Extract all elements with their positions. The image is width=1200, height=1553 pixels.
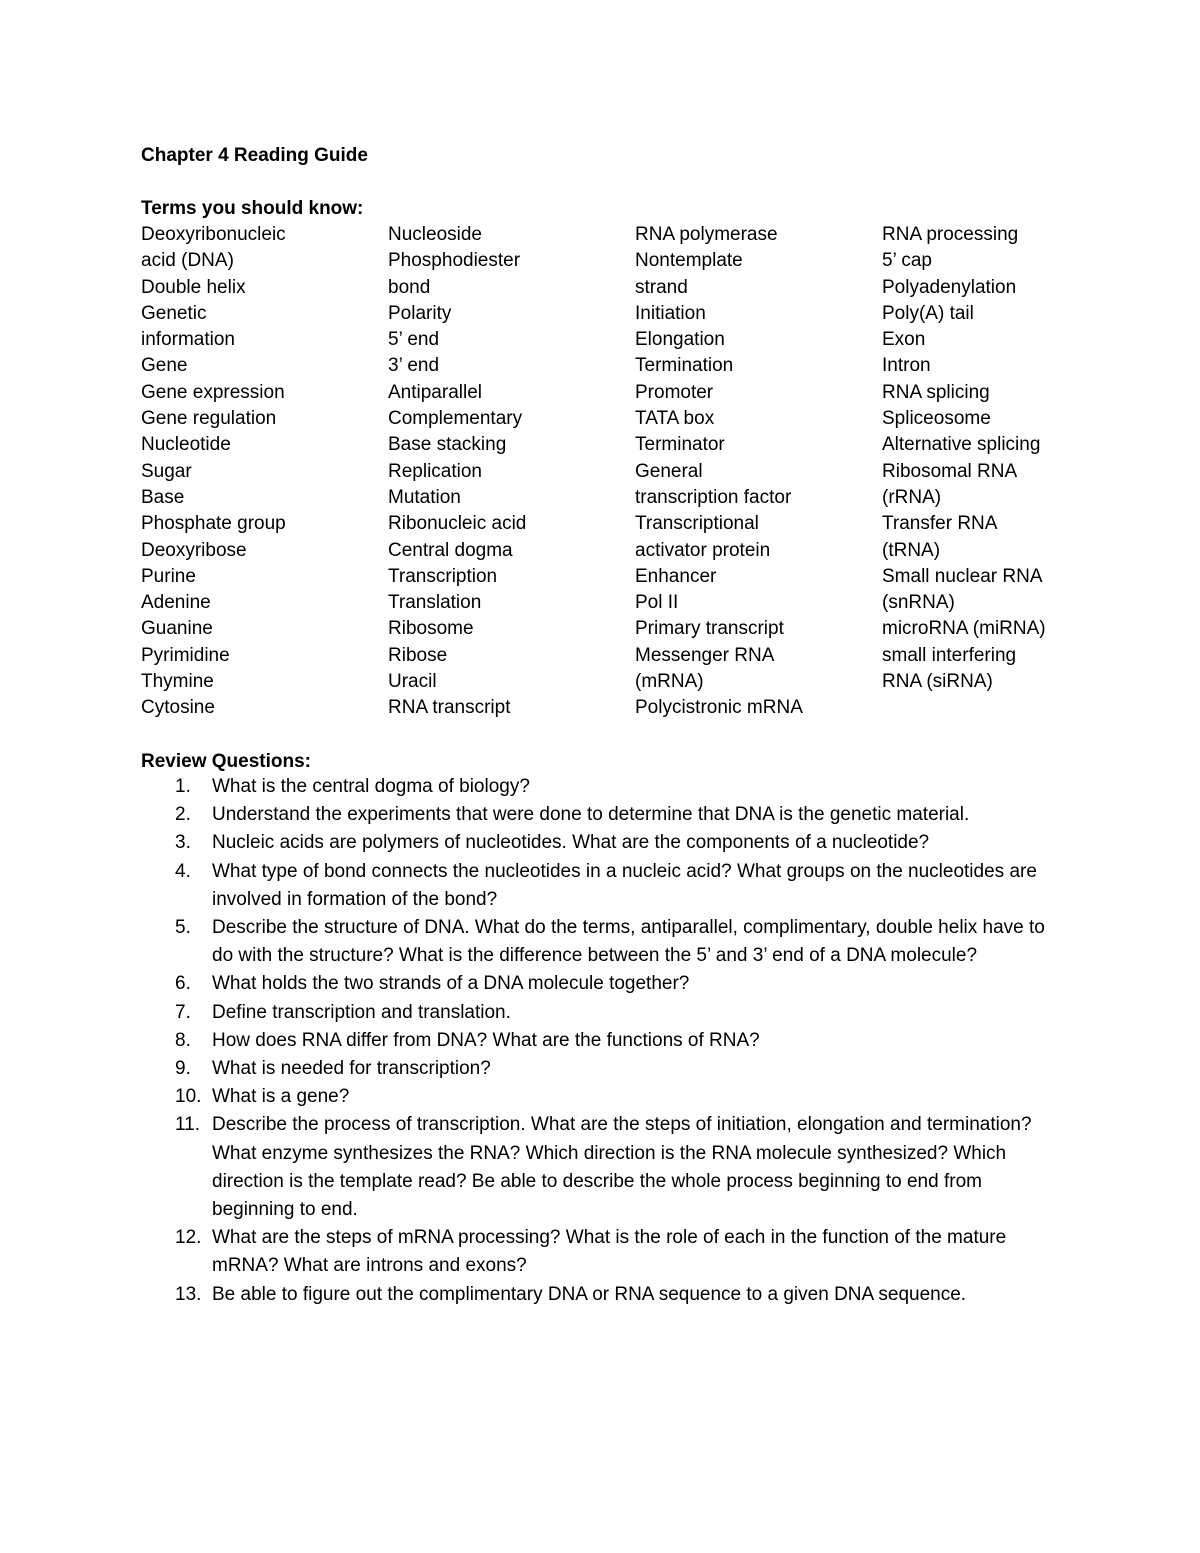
term-line: Double helix <box>141 276 246 298</box>
question-item <box>141 1111 1061 1224</box>
question-number: 8. <box>175 1029 191 1051</box>
term-line: Phosphodiester <box>388 250 521 272</box>
term-line: Terminator <box>635 434 725 456</box>
term-line: Antiparallel <box>388 381 482 403</box>
term-line: TATA box <box>635 408 715 430</box>
term-line: General <box>635 460 703 482</box>
term-line: Ribosome <box>388 618 474 640</box>
term-line: (tRNA) <box>882 539 941 561</box>
question-item <box>141 1027 1061 1055</box>
term-line: RNA polymerase <box>635 224 778 245</box>
term-line: Deoxyribose <box>141 539 247 561</box>
question-number: 11. <box>175 1114 201 1136</box>
term-line: (rRNA) <box>882 486 942 508</box>
term-line: strand <box>635 276 688 298</box>
term-line: Polycistronic mRNA <box>635 697 803 719</box>
term-line: Polyadenylation <box>882 276 1017 298</box>
question-text: Describe the structure of DNA. What do the terms, antiparallel, complimentary, double helix have to do with the structure? What is the difference between the 5’ and 3’ end of a DNA molecule? <box>212 917 1045 967</box>
term-line: (snRNA) <box>882 592 955 614</box>
question-item <box>141 999 1061 1027</box>
term-line: Spliceosome <box>882 408 991 430</box>
term-line: Mutation <box>388 486 461 508</box>
term-line: Transcription <box>388 565 498 587</box>
term-line: Nontemplate <box>635 250 743 272</box>
term-line: Small nuclear RNA <box>882 565 1043 587</box>
term-line: Pol II <box>635 592 679 614</box>
term-line: Promoter <box>635 381 714 403</box>
question-item <box>141 970 1061 998</box>
term-line: Poly(A) tail <box>882 302 974 324</box>
term-line: Central dogma <box>388 539 513 561</box>
question-item <box>141 914 1061 970</box>
term-line: 3’ end <box>388 355 440 377</box>
term-line: Nucleoside <box>388 224 482 245</box>
term-line: Polarity <box>388 302 452 324</box>
question-text: Define transcription and translation. <box>212 1001 511 1023</box>
term-line: Phosphate group <box>141 513 286 535</box>
term-line: 5’ end <box>388 329 440 351</box>
question-item <box>141 773 1061 801</box>
page-title: Chapter 4 Reading Guide <box>141 145 368 166</box>
term-line: bond <box>388 276 431 298</box>
term-line: Gene <box>141 355 188 377</box>
term-line: Thymine <box>141 671 214 693</box>
term-line: Pyrimidine <box>141 644 230 666</box>
term-line: acid (DNA) <box>141 250 234 272</box>
term-line: activator protein <box>635 539 771 561</box>
question-item <box>141 801 1061 829</box>
question-number: 6. <box>175 973 191 995</box>
term-line: Initiation <box>635 302 706 324</box>
review-questions-list <box>141 773 1061 1309</box>
term-line: microRNA (miRNA) <box>882 618 1046 640</box>
question-text: Nucleic acids are polymers of nucleotides. What are the components of a nucleotide? <box>212 832 930 854</box>
term-line: Cytosine <box>141 697 215 719</box>
question-number: 5. <box>175 917 191 939</box>
question-text: Understand the experiments that were done to determine that DNA is the genetic material. <box>212 804 970 826</box>
term-line: Base stacking <box>388 434 507 456</box>
term-line: transcription factor <box>635 486 792 508</box>
question-text: What is needed for transcription? <box>212 1058 491 1080</box>
question-number: 12. <box>175 1227 202 1249</box>
term-line: Adenine <box>141 592 211 614</box>
term-line: Nucleotide <box>141 434 231 456</box>
term-line: Translation <box>388 592 482 614</box>
term-line: Ribose <box>388 644 448 666</box>
terms-column-3 <box>635 222 803 722</box>
term-line: Enhancer <box>635 565 717 587</box>
question-text: What is the central dogma of biology? <box>212 776 530 797</box>
term-line: RNA processing <box>882 224 1019 245</box>
question-number: 7. <box>175 1001 191 1023</box>
question-item <box>141 858 1061 914</box>
question-item <box>141 1083 1061 1111</box>
question-text: Describe the process of transcription. What are the steps of initiation, elongation and termination? What enzyme synthesizes the RNA? Which direction is the RNA molecule synthesized? Which direction is the template read? Be able to describe the whole process beginning to end from beginning to end. <box>212 1114 1032 1221</box>
question-item <box>141 829 1061 857</box>
question-number: 10. <box>175 1086 202 1108</box>
question-item <box>141 1055 1061 1083</box>
term-line: Sugar <box>141 460 192 482</box>
question-text: What type of bond connects the nucleotides in a nucleic acid? What groups on the nucleotides are involved in formation of the bond? <box>212 860 1037 910</box>
term-line: Guanine <box>141 618 213 640</box>
question-number: 9. <box>175 1058 191 1080</box>
question-number: 2. <box>175 804 191 826</box>
term-line: Ribonucleic acid <box>388 513 527 535</box>
term-line: Exon <box>882 329 926 351</box>
term-line: (mRNA) <box>635 671 704 693</box>
question-item <box>141 1281 1061 1309</box>
term-line: Genetic <box>141 302 207 324</box>
term-line: Complementary <box>388 408 523 430</box>
question-number: 1. <box>175 776 191 797</box>
term-line: Alternative splicing <box>882 434 1041 456</box>
term-line: Transfer RNA <box>882 513 998 535</box>
review-questions-heading: Review Questions: <box>141 751 311 772</box>
terms-heading: Terms you should know: <box>141 198 364 219</box>
term-line: Purine <box>141 565 196 587</box>
terms-column-2 <box>388 222 526 722</box>
term-line: Ribosomal RNA <box>882 460 1018 482</box>
term-line: Elongation <box>635 329 725 351</box>
term-line: Gene regulation <box>141 408 277 430</box>
term-line: Transcriptional <box>635 513 759 535</box>
question-number: 3. <box>175 832 191 854</box>
term-line: RNA transcript <box>388 697 511 719</box>
question-text: What are the steps of mRNA processing? What is the role of each in the function of the mature mRNA? What are introns and exons? <box>212 1227 1007 1277</box>
terms-column-4 <box>882 222 1046 695</box>
terms-column-1 <box>141 222 286 722</box>
term-line: Base <box>141 486 185 508</box>
question-number: 13. <box>175 1283 202 1305</box>
term-line: small interfering <box>882 644 1017 666</box>
term-line: Messenger RNA <box>635 644 775 666</box>
term-line: Replication <box>388 460 482 482</box>
question-text: Be able to figure out the complimentary DNA or RNA sequence to a given DNA sequence. <box>212 1283 967 1305</box>
question-text: How does RNA differ from DNA? What are the functions of RNA? <box>212 1029 760 1051</box>
question-text: What is a gene? <box>212 1086 350 1108</box>
term-line: 5’ cap <box>882 250 932 272</box>
question-number: 4. <box>175 860 191 882</box>
term-line: Gene expression <box>141 381 285 403</box>
term-line: Uracil <box>388 671 437 693</box>
term-line: information <box>141 329 235 351</box>
term-line: RNA (siRNA) <box>882 671 993 693</box>
term-line: Termination <box>635 355 734 377</box>
term-line: RNA splicing <box>882 381 990 403</box>
term-line: Primary transcript <box>635 618 784 640</box>
question-item <box>141 1224 1061 1280</box>
question-text: What holds the two strands of a DNA molecule together? <box>212 973 690 995</box>
term-line: Deoxyribonucleic <box>141 224 286 245</box>
term-line: Intron <box>882 355 931 377</box>
